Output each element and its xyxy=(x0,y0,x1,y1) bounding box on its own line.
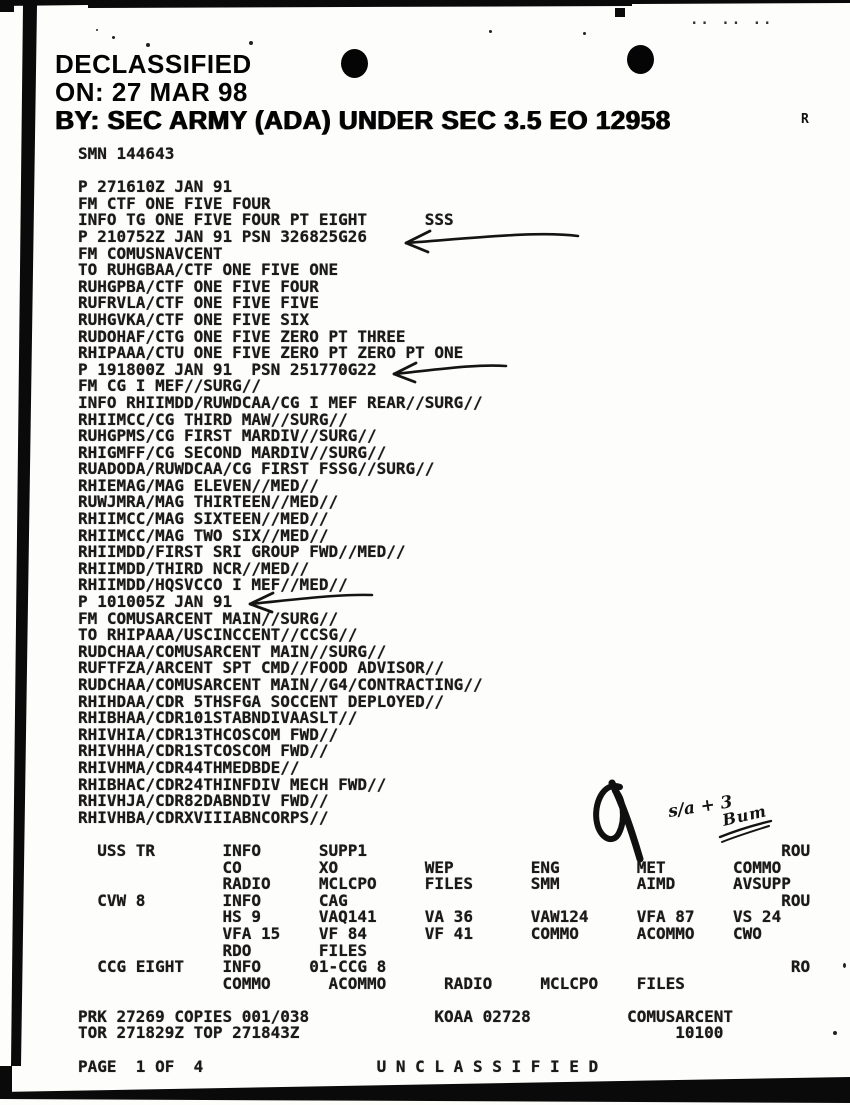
document-line: RUHGVKA/CTF ONE FIVE SIX xyxy=(78,309,310,329)
document-line: COMMO ACOMMO RADIO MCLCPO FILES xyxy=(78,973,685,993)
document-line: RHIVHJA/CDR82DABNDIV FWD// xyxy=(78,791,329,811)
document-line: HS 9 VAQ141 VA 36 VAW124 VFA 87 VS 24 xyxy=(78,907,782,927)
document-line: INFO TG ONE FIVE FOUR PT EIGHT SSS xyxy=(78,210,454,230)
document-line: RHIPAAA/CTU ONE FIVE ZERO PT ZERO PT ONE xyxy=(78,343,464,363)
document-line: RHIBHAC/CDR24THINFDIV MECH FWD// xyxy=(78,774,387,794)
document-line: RHIGMFF/CG SECOND MARDIV//SURG// xyxy=(78,442,387,462)
document-line: RHIEMAG/MAG ELEVEN//MED// xyxy=(78,475,319,495)
document-line: PAGE 1 OF 4 U N C L A S S I F I E D xyxy=(78,1056,599,1076)
document-line: RHIVHHA/CDR1STCOSCOM FWD// xyxy=(78,741,329,761)
noise-speck xyxy=(96,29,98,31)
noise-speck xyxy=(112,36,115,39)
document-line: RUDOHAF/CTG ONE FIVE ZERO PT THREE xyxy=(78,326,406,346)
document-line: FM COMUSNAVCENT xyxy=(78,243,223,263)
document-line: P 271610Z JAN 91 xyxy=(78,177,233,197)
document-line: RDO FILES xyxy=(78,940,367,960)
document-line: TO RUHGBAA/CTF ONE FIVE ONE xyxy=(78,260,339,280)
scan-dots: .. .. .. xyxy=(690,12,774,28)
document-line: VFA 15 VF 84 VF 41 COMMO ACOMMO CWO xyxy=(78,923,762,943)
document-lines xyxy=(78,146,810,1075)
document-line: RHIIMCC/MAG SIXTEEN//MED// xyxy=(78,509,329,529)
document-line: P 101005Z JAN 91 xyxy=(78,592,233,612)
document-line: P 191800Z JAN 91 PSN 251770G22 xyxy=(78,359,377,379)
document-line: TOR 271829Z TOP 271843Z 10100 xyxy=(78,1023,724,1043)
document-line: RHIVHIA/CDR13THCOSCOM FWD// xyxy=(78,724,339,744)
document-line: RHIIMDD/THIRD NCR//MED// xyxy=(78,558,310,578)
noise-speck xyxy=(146,43,150,47)
document-line: RUFTFZA/ARCENT SPT CMD//FOOD ADVISOR// xyxy=(78,658,445,678)
stray-margin-char: R xyxy=(801,112,809,127)
document-line: CVW 8 INFO CAG ROU xyxy=(78,890,811,910)
noise-speck xyxy=(489,30,492,33)
stamp-line-declassified: DECLASSIFIED xyxy=(55,49,252,79)
document-line: RHIVHMA/CDR44THMEDBDE// xyxy=(78,757,300,777)
document-line: RHIIMDD/FIRST SRI GROUP FWD//MED// xyxy=(78,542,406,562)
document-line: CO XO WEP ENG MET COMMO xyxy=(78,857,782,877)
stamp-line-date: ON: 27 MAR 98 xyxy=(55,77,248,107)
document-line: RUDCHAA/COMUSARCENT MAIN//G4/CONTRACTING// xyxy=(78,675,483,694)
document-line: TO RHIPAAA/USCINCCENT//CCSG// xyxy=(78,625,358,645)
document-line: RUHGPMS/CG FIRST MARDIV//SURG// xyxy=(78,426,377,446)
document-line: RUHGPBA/CTF ONE FIVE FOUR xyxy=(78,276,319,296)
noise-speck xyxy=(583,32,586,35)
document-line: RHIVHBA/CDRXVIIIABNCORPS// xyxy=(78,807,329,827)
stamp-line-authority: BY: SEC ARMY (ADA) UNDER SEC 3.5 EO 12958 xyxy=(55,105,671,135)
declassification-stamp xyxy=(55,50,670,134)
document-line: SMN 144643 xyxy=(78,144,175,163)
document-line: FM COMUSARCENT MAIN//SURG// xyxy=(78,608,339,628)
handwritten-signature: Bum xyxy=(720,801,769,830)
document-line: RHIIMDD/HQSVCCO I MEF//MED// xyxy=(78,575,348,595)
document-line: RHIIMCC/CG THIRD MAW//SURG// xyxy=(78,409,348,429)
document-line: INFO RHIIMDD/RUWDCAA/CG I MEF REAR//SURG// xyxy=(78,392,483,412)
document-line: RHIBHAA/CDR101STABNDIVAASLT// xyxy=(78,708,358,728)
document-line: FM CG I MEF//SURG// xyxy=(78,376,262,396)
document-line: USS TR INFO SUPP1 ROU xyxy=(78,840,811,860)
document-line: P 210752Z JAN 91 PSN 326825G26 xyxy=(78,226,367,246)
document-line: PRK 27269 COPIES 001/038 KOAA 02728 COMUSARCENT xyxy=(78,1006,734,1026)
document-line: CCG EIGHT INFO 01-CCG 8 RO xyxy=(78,957,811,977)
handwritten-note: s/a + 3 xyxy=(666,792,734,822)
noise-speck xyxy=(833,1031,837,1035)
noise-speck xyxy=(249,41,253,45)
document-line: RADIO MCLCPO FILES SMM AIMD AVSUPP xyxy=(78,874,791,894)
noise-speck xyxy=(843,963,846,968)
document-line: RHIHDAA/CDR 5THSFGA SOCCENT DEPLOYED// xyxy=(78,691,445,711)
document-line: RUWJMRA/MAG THIRTEEN//MED// xyxy=(78,492,339,512)
document-line: RUDCHAA/COMUSARCENT MAIN//SURG// xyxy=(78,641,387,661)
document-line: RHIIMCC/MAG TWO SIX//MED// xyxy=(78,525,329,545)
document-line: RUFRVLA/CTF ONE FIVE FIVE xyxy=(78,293,319,313)
document-line: RUADODA/RUWDCAA/CG FIRST FSSG//SURG// xyxy=(78,459,435,479)
document-line: FM CTF ONE FIVE FOUR xyxy=(78,193,271,213)
